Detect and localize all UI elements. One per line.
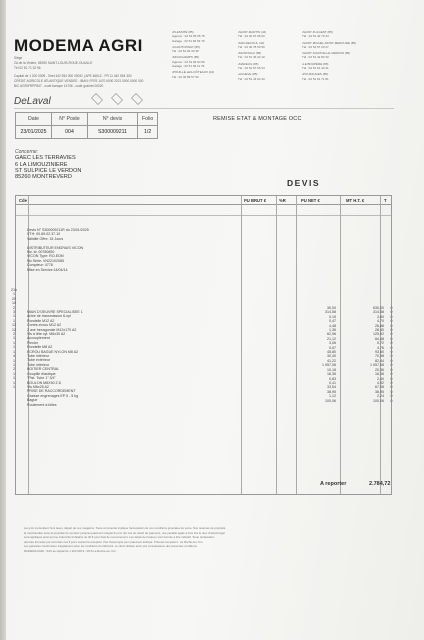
item-pu-net: 4,48 bbox=[329, 323, 336, 328]
intro-line: Validité Offre: 15 Jours bbox=[27, 236, 64, 241]
brand-logo-icon bbox=[111, 93, 123, 105]
agency-line: Tél : 02 51 46 32 10 bbox=[238, 55, 265, 60]
col-header-pu-net: PU NET € bbox=[301, 197, 320, 203]
agency-line: •CHANTONNAY (85) bbox=[172, 44, 200, 49]
item-description: Contre-écrou M12 A2 bbox=[27, 323, 62, 328]
intro-line: DISTRIBUTEUR ENGRAIS VICON bbox=[27, 245, 84, 250]
agency-line: Agence : 02 51 66 94 66 bbox=[172, 59, 205, 64]
item-tva-code: 0 bbox=[390, 358, 393, 363]
item-description: Rondelle M8 A2 bbox=[27, 345, 53, 350]
item-quantity: 1 bbox=[13, 340, 15, 345]
item-quantity: 4 bbox=[13, 354, 15, 359]
item-pu-net: 41,22 bbox=[327, 358, 336, 363]
item-tva-code: 0 bbox=[390, 341, 393, 346]
item-description: 2 axe hexagonale M12x170 A2 bbox=[27, 327, 77, 332]
agency-line: Tél : 02 40 97 96 63 bbox=[238, 34, 265, 39]
item-quantity: 1 bbox=[13, 345, 15, 350]
item-pu-net: 30,40 bbox=[327, 354, 336, 359]
item-quantity: 2 bbox=[13, 332, 15, 337]
client-line: 6 LA LIMOUZINIERE bbox=[15, 161, 68, 168]
item-quantity: 1 bbox=[13, 318, 15, 323]
item-quantity: 1 bbox=[13, 336, 15, 341]
item-description: Tube intérieur bbox=[27, 362, 50, 367]
terms-line: doit être formulée par écrit dans les 8 jours suivant la réception. Pas d'escompte pour paiement anticipé. Tribunal compétent : La Roche-sur-Yon. bbox=[24, 539, 204, 544]
agency-line: Tél : 02 51 43 62 43 bbox=[238, 76, 265, 81]
item-description: Tube intérieur bbox=[27, 354, 50, 359]
item-pu-net: 16,36 bbox=[327, 372, 336, 377]
item-montant: 4,70 bbox=[377, 319, 384, 324]
item-quantity: 1 bbox=[13, 384, 15, 389]
intro-line: No Série: VN22102085 bbox=[27, 258, 64, 263]
ref-date: 23/01/2025 bbox=[16, 126, 52, 139]
agency-line: Tél : 02 51 57 20 27 bbox=[302, 44, 329, 49]
col-header-tva: T bbox=[384, 197, 387, 203]
agency-line: Tél : 02 40 83 57 52 bbox=[172, 74, 199, 79]
report-total: 2.784,72 bbox=[369, 481, 391, 487]
item-pu-net: 21,12 bbox=[327, 336, 336, 341]
item-quantity: 1 bbox=[13, 292, 15, 297]
agency-line: Garage : 02 51 66 11 79 bbox=[172, 64, 205, 69]
item-tva-code: 0 bbox=[390, 350, 393, 355]
item-pu-net: 45,80 bbox=[327, 350, 336, 355]
item-montant: 100,06 bbox=[373, 398, 384, 403]
item-description: Bague bbox=[27, 398, 38, 403]
item-quantity: 1 bbox=[13, 371, 15, 376]
item-pu-net: 0,41 bbox=[329, 380, 336, 385]
items-header bbox=[16, 196, 391, 205]
item-description: Vis M6x25 A2 bbox=[27, 384, 49, 389]
item-tva-code: 0 bbox=[390, 306, 393, 310]
item-quantity: 1 bbox=[13, 376, 15, 381]
item-montant: 630,00 bbox=[373, 306, 384, 310]
ref-header-client: N° Poste bbox=[52, 113, 88, 126]
agency-line: •POUILLÉ-LES-CÔTEAUX (44) bbox=[172, 70, 215, 75]
column-divider bbox=[296, 196, 297, 494]
item-quantity: 1 bbox=[13, 358, 15, 363]
item-quantity: 1 bbox=[13, 314, 15, 319]
agency-line: •SAINT-MICHEL-MONT-MERCURE (85) bbox=[302, 40, 357, 45]
quantity-column bbox=[8, 288, 20, 389]
intro-line: Mise en Service:14/04/14 bbox=[27, 267, 68, 272]
client-label: Concerne: bbox=[15, 149, 39, 155]
item-description: BOULON M8X50 Z.8 bbox=[27, 380, 61, 385]
intro-line: Devis N° S300009211R du 23/01/2025 bbox=[27, 228, 89, 232]
item-tva-code: 0 bbox=[390, 332, 393, 337]
item-montant: 4,76 bbox=[377, 345, 384, 350]
agency-line: Tél : 02 51 61 71 81 bbox=[302, 76, 329, 81]
items-subheader-band bbox=[16, 205, 391, 216]
company-address-line: Capital de 1 200 000€ - Siret 442 554 300 00031 | APE 4661Z - FR 11 442 554 300 bbox=[14, 74, 132, 78]
item-tva-code: 0 bbox=[390, 372, 393, 377]
tva-column bbox=[389, 306, 394, 403]
agency-line: Tél : 02 40 78 50 50 bbox=[238, 44, 265, 49]
item-description: PRISE DE RACCORDEMENT bbox=[27, 389, 76, 394]
company-address-line: Tél 02 51 71 32 96 bbox=[14, 66, 41, 70]
client-line: GAEC LES TERRAVIES bbox=[15, 155, 76, 162]
item-tva-code: 0 bbox=[390, 380, 393, 385]
item-quantity: 3 bbox=[13, 310, 15, 315]
agency-line: •SAINT-FULGENT (85) bbox=[302, 30, 333, 34]
agency-line: Tél : 02 51 91 43 21 bbox=[302, 66, 329, 71]
item-tva-code: 0 bbox=[390, 363, 393, 368]
brand-logo-icon bbox=[131, 93, 143, 105]
agency-line: •ACHEVE (85) bbox=[238, 72, 258, 77]
item-montant: 38,95 bbox=[375, 389, 384, 394]
item-montant: 314,58 bbox=[373, 310, 384, 315]
agency-column bbox=[238, 30, 266, 81]
agency-line: Agence : 02 51 65 05 75 bbox=[172, 34, 205, 39]
item-pu-net: 10,18 bbox=[327, 367, 336, 372]
item-montant: 2,40 bbox=[377, 376, 384, 381]
intro-block bbox=[27, 228, 227, 272]
item-description: Tube extérieur bbox=[27, 358, 51, 363]
agency-line: •POUZAUGES (85) bbox=[302, 72, 329, 77]
item-quantity: 12 bbox=[12, 323, 16, 328]
item-tva-code: 0 bbox=[390, 328, 393, 333]
company-address bbox=[14, 56, 154, 89]
ref-folio: 1/2 bbox=[138, 126, 158, 139]
terms-line: MODEMA AGRI - SAS au capital de 1 200 000 € - RCS La Roche-sur-Yon. bbox=[24, 548, 117, 553]
item-description: Vis à tête cyl. M6x30 A2 bbox=[27, 332, 66, 337]
column-divider bbox=[276, 196, 277, 494]
reference-table bbox=[15, 112, 158, 139]
item-tva-code: 0 bbox=[390, 319, 393, 324]
item-description: Goupille élastique bbox=[27, 371, 56, 376]
item-quantity: 12 bbox=[12, 327, 16, 332]
agency-line: •PLESSITÉ (85) bbox=[172, 30, 194, 34]
item-tva-code: 0 bbox=[390, 389, 393, 394]
item-pu-net: 30,00 bbox=[327, 306, 336, 310]
item-tva-code: 0 bbox=[390, 345, 393, 350]
item-montant: 125,92 bbox=[373, 332, 384, 337]
item-montant: 1 057,08 bbox=[370, 363, 384, 368]
column-divider bbox=[241, 196, 242, 494]
item-montant: 26,88 bbox=[375, 323, 384, 328]
col-header-montant: MT H.T. € bbox=[346, 197, 365, 203]
item-pu-net: 1 057,08 bbox=[322, 363, 336, 368]
item-tva-code: 0 bbox=[390, 336, 393, 341]
item-quantity: 21h bbox=[11, 288, 17, 292]
item-tva-code: 0 bbox=[390, 354, 393, 359]
item-description: Arbre de transmission 6-xpl bbox=[27, 314, 71, 319]
item-pu-net: 0,19 bbox=[329, 314, 336, 319]
ref-header-date: Date bbox=[16, 113, 52, 126]
item-quantity: 1 bbox=[13, 362, 15, 367]
agency-line: Tél : 02 51 94 30 30 bbox=[172, 49, 199, 54]
column-divider bbox=[340, 196, 341, 494]
item-description: Accouplement bbox=[27, 336, 50, 341]
agency-line: Tél : 02 51 42 70 44 bbox=[302, 34, 329, 39]
client-line: ST SULPICE LE VERDON bbox=[15, 167, 82, 174]
company-address-line: BIC AGRIFRPP847 - code banque 14706 - code guichet 00020 bbox=[14, 84, 104, 88]
ref-client-no: 004 bbox=[52, 126, 88, 139]
item-description: MAIN D'OEUVRE SPECIALISEE 1 bbox=[27, 310, 83, 314]
item-tva-code: 0 bbox=[390, 376, 393, 381]
item-montant: 16,36 bbox=[375, 372, 384, 377]
agency-line: Tél : 02 51 42 84 33 bbox=[302, 55, 329, 60]
company-address-line: CREDIT AGRICOLE ATLANTIQUE VENDEE - IBAN: FR76 1470 6000 2021 0000 0000 000 bbox=[14, 79, 144, 83]
agency-line: •MACHECOUL (44) bbox=[238, 40, 265, 45]
intro-line: Compteur: 4778 bbox=[27, 263, 53, 268]
client-line: 85260 MONTREVERD bbox=[15, 174, 72, 181]
document-title: DEVIS bbox=[287, 178, 321, 188]
agency-line: Tél : 02 51 97 65 44 bbox=[238, 66, 265, 71]
agency-line: •MONTAIGU (85) bbox=[238, 51, 262, 56]
item-pu-net: 38,95 bbox=[327, 389, 336, 394]
partner-logos bbox=[90, 94, 144, 104]
item-description: Rondelle M12 A2 bbox=[27, 318, 55, 323]
item-pu-net: 314,58 bbox=[325, 310, 336, 315]
col-header-code: Cde bbox=[19, 197, 27, 203]
company-name: MODEMA AGRI bbox=[14, 36, 143, 55]
item-description: ECROU BAGUE NYLON M8 A2 bbox=[27, 349, 79, 354]
client-block bbox=[15, 149, 81, 180]
intro-line: No. id: 00780850 bbox=[27, 250, 55, 255]
terms-line: la marchandise reste la propriété du vendeur jusqu'au paiement intégral du prix. En cas de retard de paiement, une pénalité égale à trois fois le taux d'intérêt légal bbox=[24, 530, 225, 535]
item-tva-code: 0 bbox=[390, 385, 393, 390]
col-header-remise: %R bbox=[279, 197, 286, 203]
terms-footer bbox=[24, 526, 330, 554]
item-montant: 28,40 bbox=[375, 328, 384, 333]
agency-column bbox=[302, 30, 356, 81]
item-pu-net: 1,12 bbox=[329, 394, 336, 399]
ref-header-folio: Folio bbox=[138, 113, 158, 126]
item-montant: 3,80 bbox=[377, 314, 384, 319]
item-description: "Pist. Tube 1" 3/4" bbox=[27, 376, 56, 381]
item-description: Roulement à billes bbox=[27, 402, 57, 407]
col-header-pu-brut: PU BRUT € bbox=[244, 197, 267, 203]
item-tva-code: 0 bbox=[390, 310, 393, 315]
item-montant: 20,36 bbox=[375, 367, 384, 372]
item-tva-code: 0 bbox=[390, 398, 393, 403]
agency-line: •MAREUIL (85) bbox=[238, 61, 259, 66]
item-montant: 82,44 bbox=[375, 358, 384, 363]
item-pu-net: 0,83 bbox=[329, 376, 336, 381]
agency-column bbox=[172, 30, 214, 79]
item-montant: 0,72 bbox=[377, 341, 384, 346]
agency-line: •MOUCHAMPS (85) bbox=[172, 55, 200, 60]
partner-brand: DeLaval bbox=[14, 96, 51, 107]
item-montant: 70,98 bbox=[375, 354, 384, 359]
terms-line: Les garanties constructeur s'appliquent selon les conditions du fabricant. Le client déclare avoir pris connaissance des présentes conditions. bbox=[24, 544, 198, 549]
item-pu-net: 0,57 bbox=[329, 345, 336, 350]
agency-line: •SAINT-SULPICE-LE-VERDON (85) bbox=[302, 51, 351, 56]
item-quantity: 2 bbox=[13, 305, 15, 310]
terms-line: Les prix s'entendent hors taxes, départ de nos magasins. Toute commande implique l'acceptation de nos conditions générales de vente. Nos réserves de propriété bbox=[24, 526, 226, 530]
agency-line: •SAINT-MARTIN (44) bbox=[238, 30, 267, 34]
item-tva-code: 0 bbox=[390, 394, 393, 399]
item-tva-code: 0 bbox=[390, 367, 393, 372]
terms-line: sera appliquée ainsi qu'une indemnité forfaitaire de 40 € pour frais de recouvrement. Les délais de livraison sont donnés à titre indicatif. Toute réclamation bbox=[24, 535, 215, 540]
item-montant: 84,48 bbox=[375, 336, 384, 341]
company-address-line: ZA de la Vivière, 85290 SAINT-LOUIS-ROUE-OUAILLÉ bbox=[14, 61, 93, 65]
item-description: BOITIER CENTRAL bbox=[27, 367, 60, 372]
ref-header-devis: N° devis bbox=[88, 113, 138, 126]
document-subject: REMISE ETAT & MONTAGE OCC bbox=[213, 116, 302, 122]
pu-net-column bbox=[300, 306, 336, 403]
item-quantity: 2 bbox=[13, 367, 15, 372]
item-montant: 67,08 bbox=[375, 385, 384, 390]
ref-devis-no: S300009211 bbox=[88, 126, 138, 139]
item-montant: 4,92 bbox=[377, 380, 384, 385]
intro-line: VICON Type: RO-EDM bbox=[27, 254, 64, 259]
item-pu-net: 1,36 bbox=[329, 328, 336, 333]
company-address-line: Siège bbox=[14, 56, 23, 60]
item-quantity: 10 bbox=[12, 301, 16, 306]
item-quantity: 1 bbox=[13, 380, 15, 385]
item-description: Graisse engrenages EP 5 - 5 kg bbox=[27, 393, 79, 398]
description-column bbox=[27, 310, 227, 407]
item-pu-net: 100,06 bbox=[325, 398, 336, 403]
item-pu-net: 62,96 bbox=[327, 332, 336, 337]
header-divider bbox=[14, 108, 394, 109]
item-pu-net: 3,06 bbox=[329, 341, 336, 346]
item-montant: 2,24 bbox=[377, 394, 384, 399]
intro-line: VTH: 00.89.02.37.10 bbox=[27, 232, 61, 237]
montant-column bbox=[358, 306, 384, 403]
agency-line: Garage : 02 51 66 63 76 bbox=[172, 38, 205, 43]
item-quantity: 20 bbox=[12, 296, 16, 301]
item-tva-code: 0 bbox=[390, 314, 393, 319]
item-pu-net: 0,47 bbox=[329, 319, 336, 324]
report-label: A reporter bbox=[320, 481, 347, 487]
brand-logo-icon bbox=[91, 93, 103, 105]
item-description: Flector bbox=[27, 340, 38, 345]
item-montant: 93,60 bbox=[375, 350, 384, 355]
agency-line: •LE BOUPÈRE (85) bbox=[302, 61, 329, 66]
item-tva-code: 0 bbox=[390, 323, 393, 328]
item-quantity: 1 bbox=[13, 349, 15, 354]
item-pu-net: 33,54 bbox=[327, 385, 336, 390]
